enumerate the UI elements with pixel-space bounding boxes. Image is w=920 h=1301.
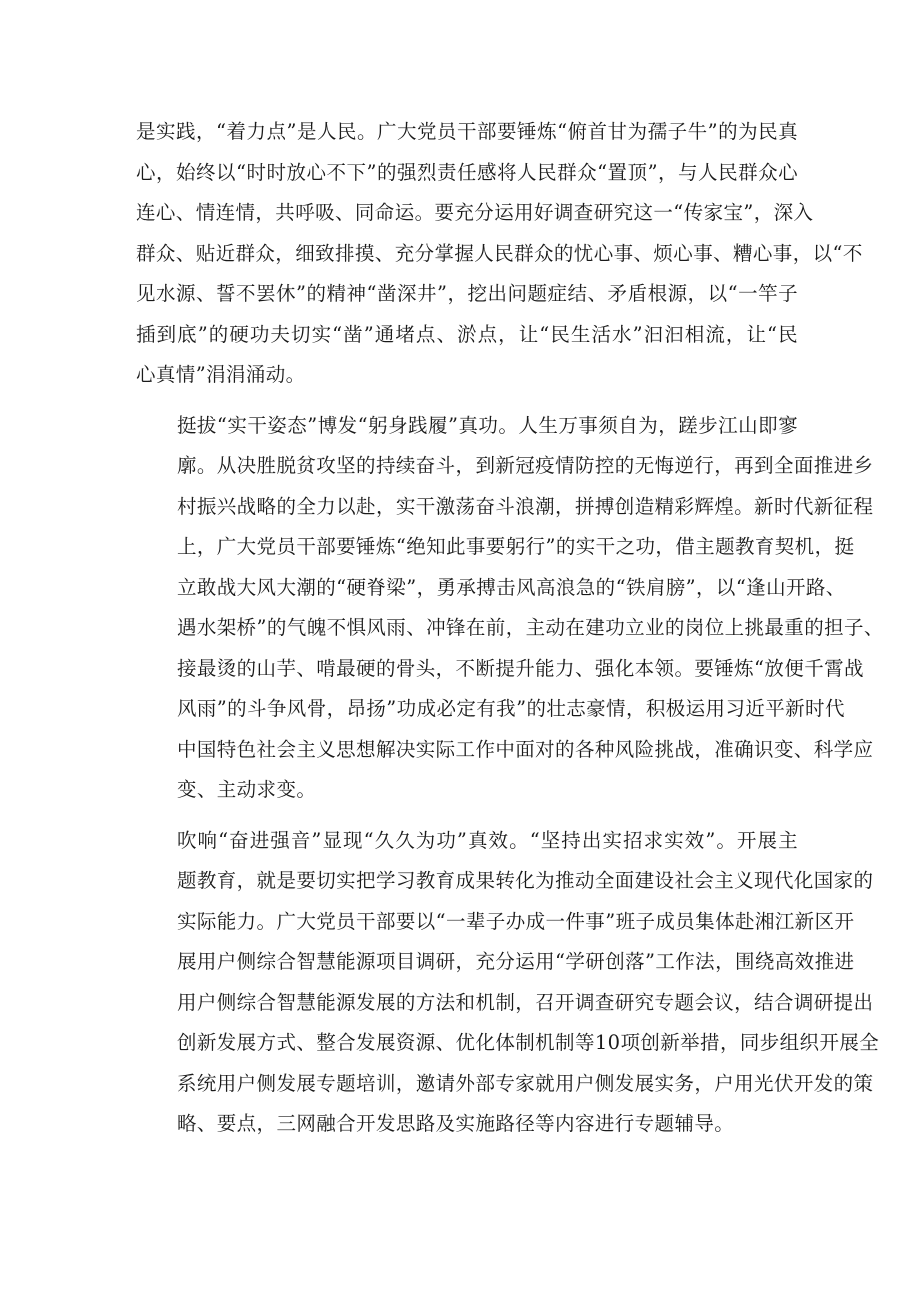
text-line: 是实践，“着力点”是人民。广大党员干部要锤炼“俯首甘为孺子牛”的为民真 xyxy=(136,120,798,143)
text-line: 题教育，就是要切实把学习教育成果转化为推动全面建设社会主义现代化国家的 xyxy=(176,869,874,892)
text-line: 见水源、誓不罢休”的精神“凿深井”，挖出问题症结、矛盾根源，以“一竿子 xyxy=(136,282,798,305)
text-line: 插到底”的硬功夫切实“凿”通堵点、淤点，让“民生活水”汩汩相流，让“民 xyxy=(136,322,798,346)
text-line: 吹响“奋进强音”显现“久久为功”真效。“坚持出实招求实效”。开展主 xyxy=(176,828,798,852)
text-line: 心，始终以“时时放心不下”的强烈责任感将人民群众“置顶”，与人民群众心 xyxy=(136,160,798,184)
text-line: 连心、情连情，共呼吸、同命运。要充分运用好调查研究这一“传家宝”，深入 xyxy=(136,201,814,224)
text-line: 立敢战大风大潮的“硬脊梁”，勇承搏击风高浪急的“铁肩膀”，以“逢山开路、 xyxy=(176,575,846,599)
paragraph-3 xyxy=(136,821,880,1145)
body-text xyxy=(136,112,884,1145)
text-line: 挺拔“实干姿态”博发“躬身践履”真功。人生万事须自为，蹉步江山即寥 xyxy=(176,413,798,437)
text-line: 创新发展方式、整合发展资源、优化体制机制等10项创新举措，同步组织开展全 xyxy=(176,1031,880,1054)
text-line: 用户侧综合智慧能源发展的方法和机制，召开调查研究专题会议，结合调研提出 xyxy=(176,990,874,1014)
text-line: 接最烫的山芋、啃最硬的骨头，不断提升能力、强化本领。要锤炼“放便千霄战 xyxy=(176,656,864,680)
text-line: 上，广大党员干部要锤炼“绝知此事要躬行”的实干之功，借主题教育契机，挺 xyxy=(176,535,855,558)
text-line: 廓。从决胜脱贫攻坚的持续奋斗，到新冠疫情防控的无悔逆行，再到全面推进乡 xyxy=(176,454,874,477)
text-line: 略、要点，三网融合开发思路及实施路径等内容进行专题辅导。 xyxy=(176,1112,735,1135)
text-line: 系统用户侧发展专题培训，邀请外部专家就用户侧发展实务，户用光伏开发的策 xyxy=(176,1071,874,1095)
text-line: 群众、贴近群众，细致排摸、充分掌握人民群众的忧心事、烦心事、糟心事，以“不 xyxy=(136,241,863,265)
text-line: 风雨”的斗争风骨，昂扬”功成必定有我”的壮志豪情，积极运用习近平新时代 xyxy=(176,697,845,720)
text-line: 心真情”涓涓涌动。 xyxy=(136,363,306,386)
text-line: 变、主动求变。 xyxy=(176,778,317,801)
text-line: 中国特色社会主义思想解决实际工作中面对的各种风险挑战，准确识变、科学应 xyxy=(176,737,874,761)
paragraph-1 xyxy=(136,112,863,396)
text-line: 遇水架桥”的气魄不惧风雨、冲锋在前，主动在建功立业的岗位上挑最重的担子、 xyxy=(176,616,884,639)
text-line: 村振兴战略的全力以赴，实干激荡奋斗浪潮，拼搏创造精彩辉煌。新时代新征程 xyxy=(176,494,874,518)
text-line: 展用户侧综合智慧能源项目调研，充分运用“学研创落”工作法，围绕高效推进 xyxy=(176,950,855,973)
text-line: 实际能力。广大党员干部要以“一辈子办成一件事”班子成员集体赴湘江新区开 xyxy=(176,909,855,933)
paragraph-2 xyxy=(136,406,884,811)
